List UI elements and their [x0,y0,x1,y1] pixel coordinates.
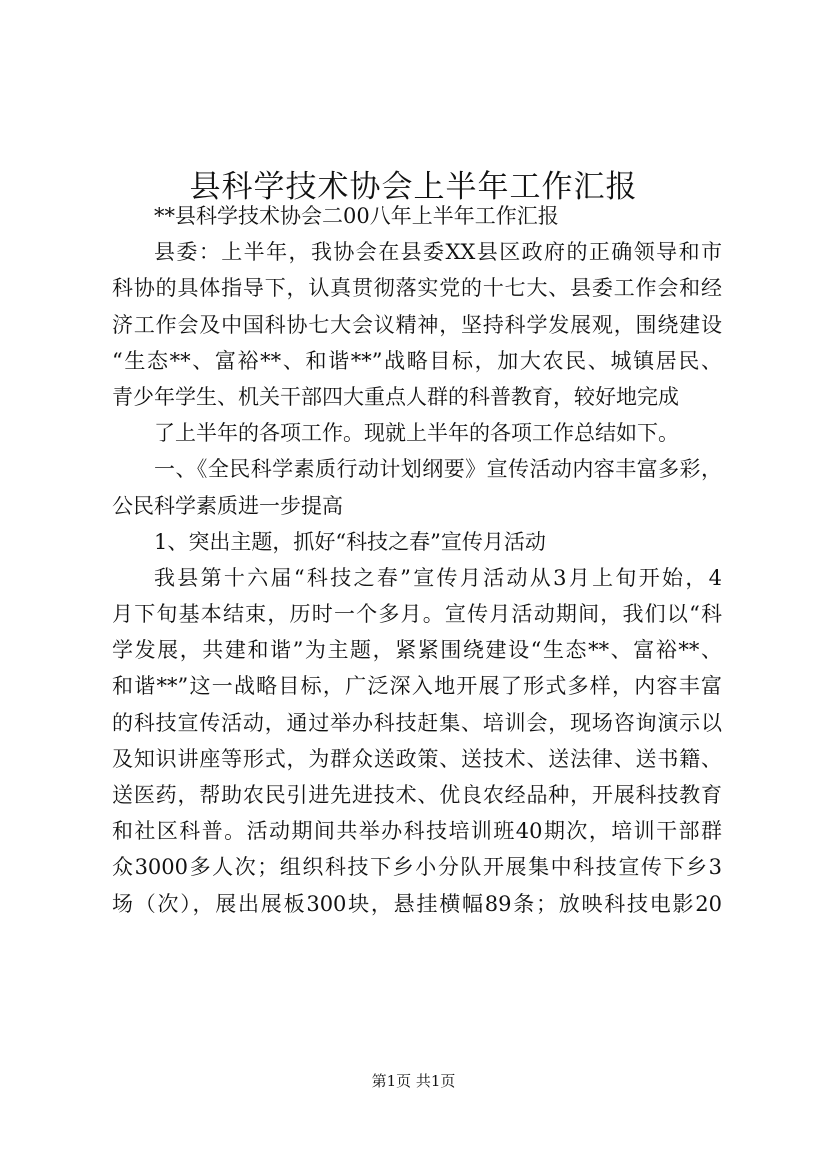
subtitle-line: **县科学技术协会二00八年上半年工作汇报 [154,204,559,228]
paragraph-line: 月下旬基本结束，历时一个多月。宣传月活动期间，我们以“科 [112,602,722,627]
paragraph-line: 济工作会及中国科协七大会议精神，坚持科学发展观，围绕建设 [112,312,722,337]
paragraph-line: 学发展，共建和谐”为主题，紧紧围绕建设“生态**、富裕**、 [112,638,722,663]
paragraph-line: 和谐**”这一战略目标，广泛深入地开展了形式多样，内容丰富 [112,674,722,699]
paragraph-line: 青少年学生、机关干部四大重点人群的科普教育，较好地完成 [112,384,679,409]
paragraph-line: 我县第十六届“科技之春”宣传月活动从3月上旬开始，4 [154,565,722,590]
paragraph-line: 场（次），展出展板300块，悬挂横幅89条；放映科技电影20 [112,891,722,916]
paragraph-line: “生态**、富裕**、和谐**”战略目标，加大农民、城镇居民、 [112,348,722,373]
paragraph-line: 科协的具体指导下，认真贯彻落实党的十七大、县委工作会和经 [112,276,722,301]
subheading-line: 1、突出主题，抓好“科技之春”宣传月活动 [154,529,546,554]
paragraph-line: 和社区科普。活动期间共举办科技培训班40期次，培训干部群 [112,819,722,844]
heading-line: 一、《全民科学素质行动计划纲要》宣传活动内容丰富多彩， [154,457,722,482]
document-body [112,198,722,922]
paragraph-line: 及知识讲座等形式，为群众送政策、送技术、送法律、送书籍、 [112,746,722,771]
heading-line: 公民科学素质进一步提高 [112,493,343,518]
paragraph-line: 了上半年的各项工作。现就上半年的各项工作总结如下。 [154,421,679,446]
page-footer: 第1页 共1页 [371,1072,456,1090]
paragraph-line: 的科技宣传活动，通过举办科技赶集、培训会，现场咨询演示以 [112,710,722,735]
page-title: 县科学技术协会上半年工作汇报 [189,168,638,205]
paragraph-line: 县委：上半年，我协会在县委XX县区政府的正确领导和市 [154,240,722,265]
paragraph-line: 送医药，帮助农民引进先进技术、优良农经品种，开展科技教育 [112,783,722,807]
paragraph-line: 众3000多人次；组织科技下乡小分队开展集中科技宣传下乡3 [112,855,722,880]
